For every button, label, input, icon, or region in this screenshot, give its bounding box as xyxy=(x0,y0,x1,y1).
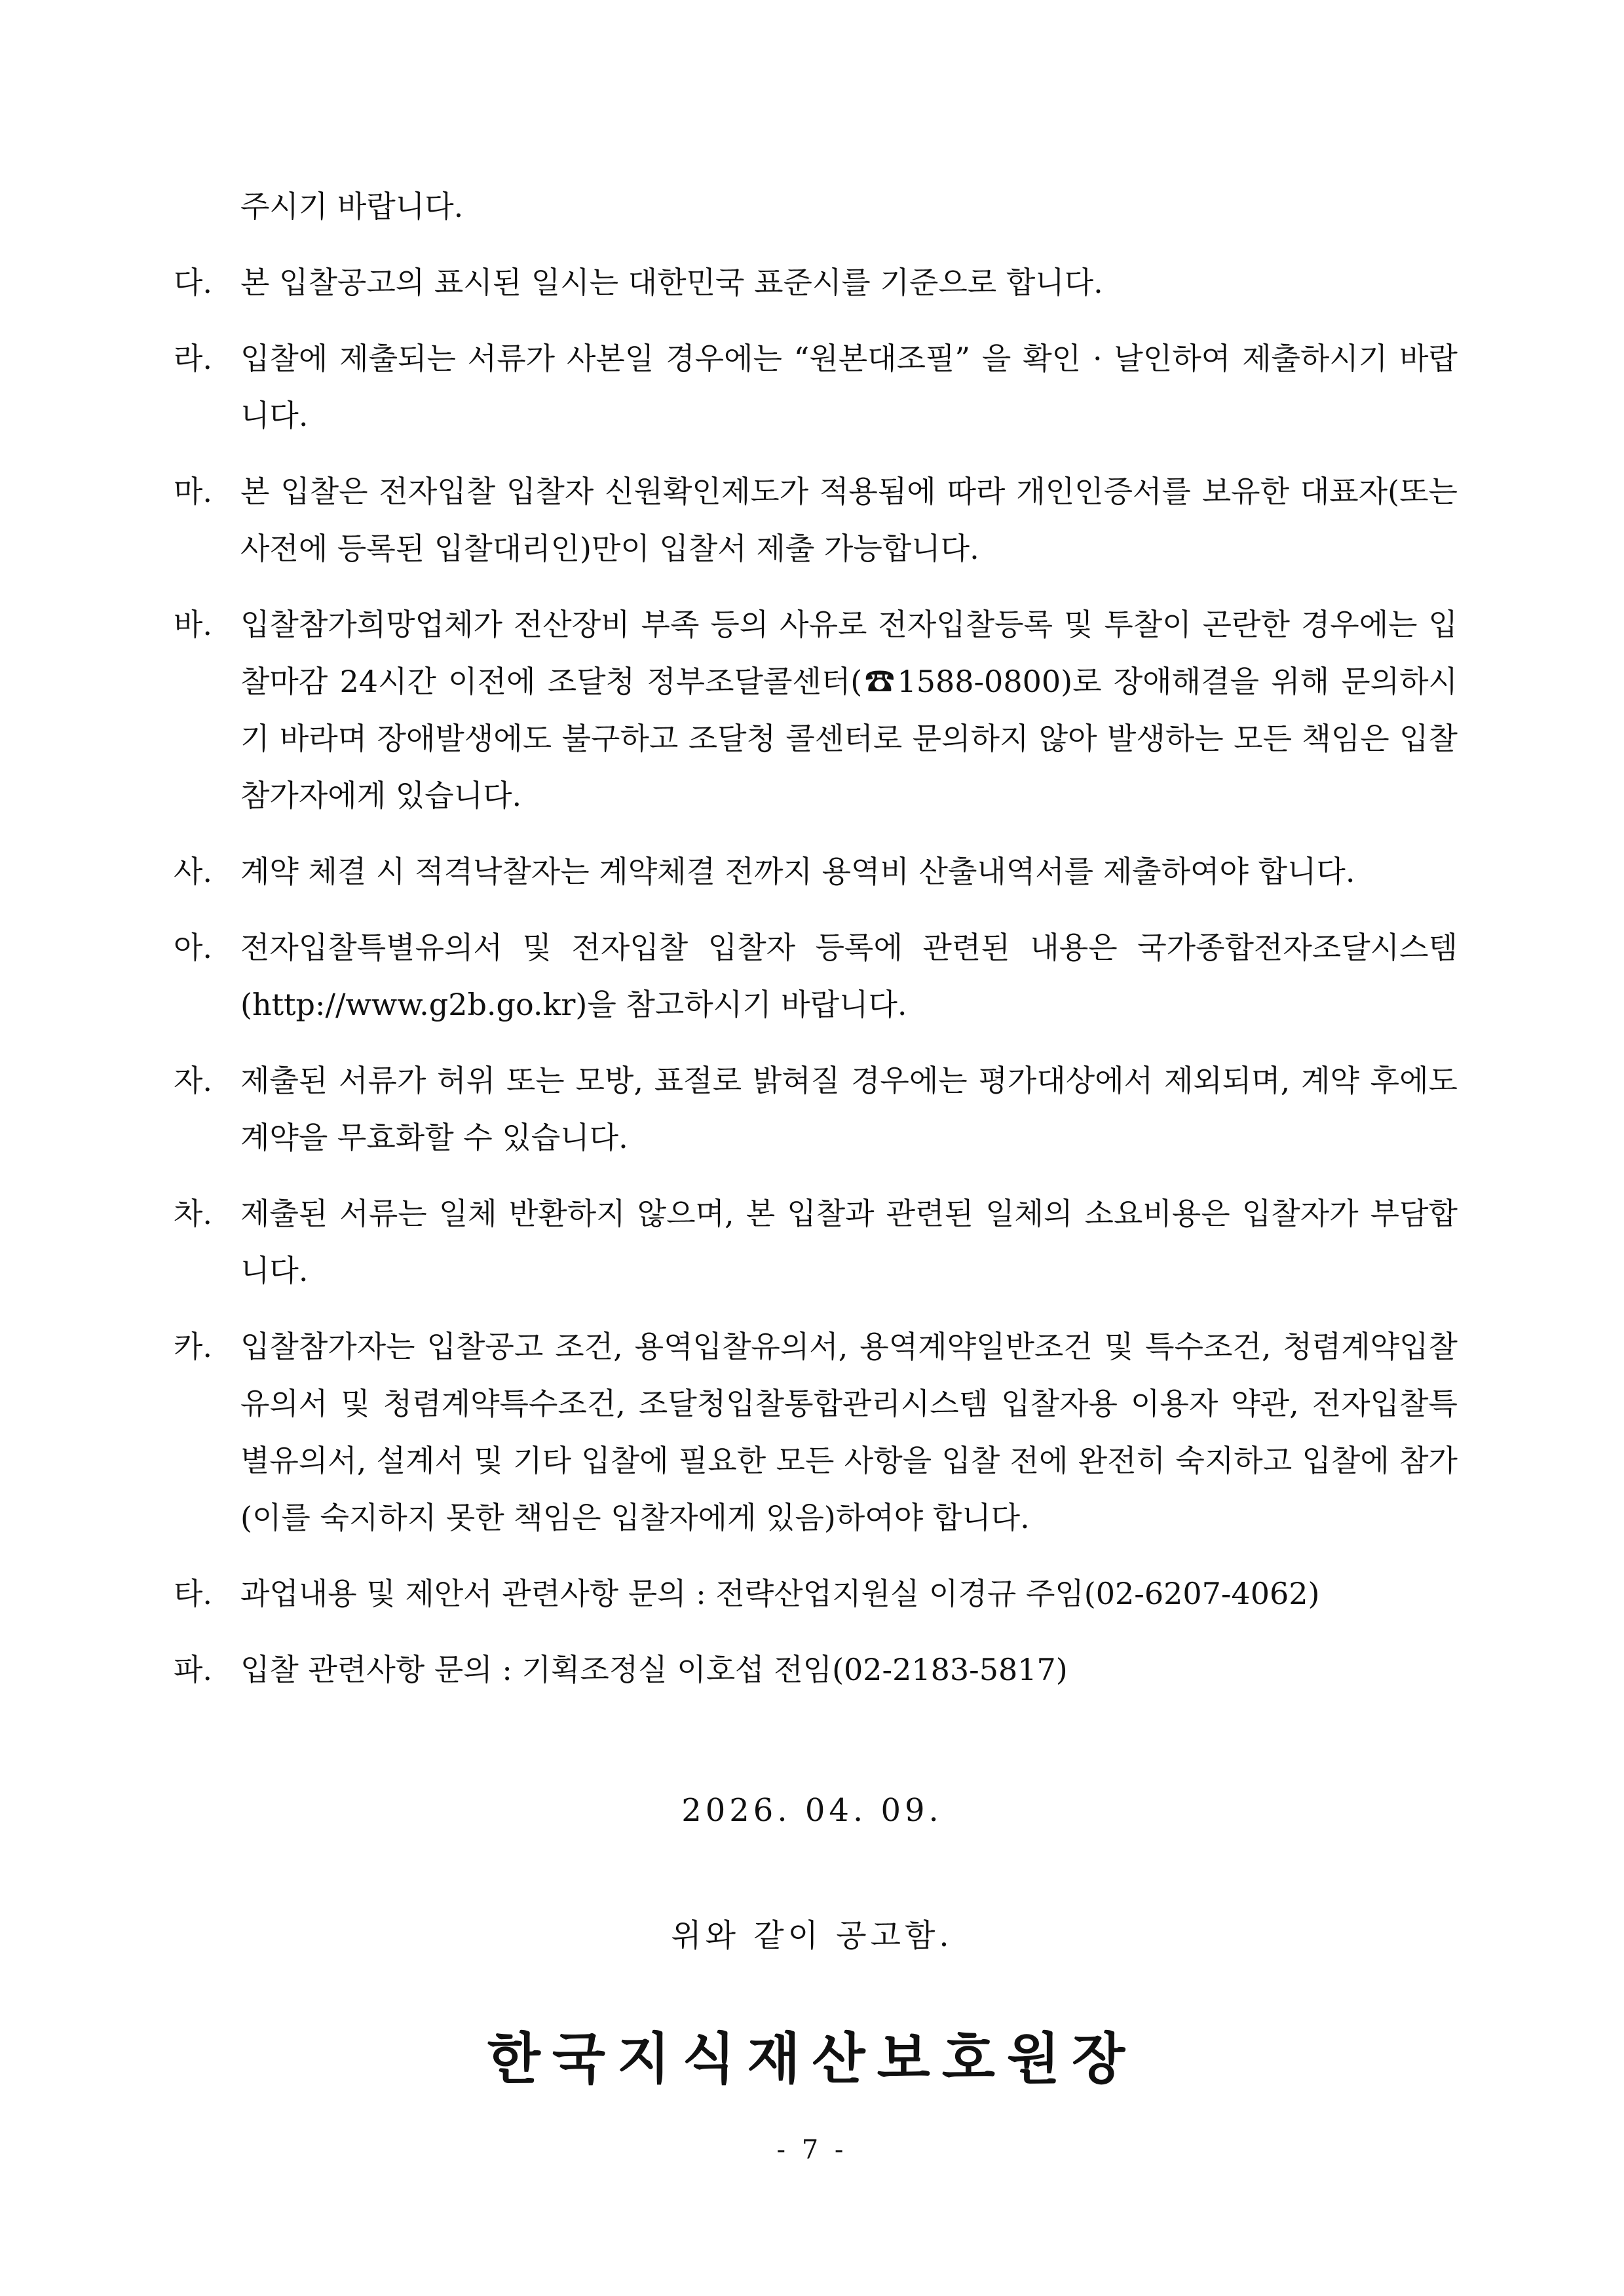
list-item-ba xyxy=(174,596,1458,824)
item-text: 계약 체결 시 적격낙찰자는 계약체결 전까지 용역비 산출내역서를 제출하여야 합니다. xyxy=(240,854,1355,889)
item-text: 제출된 서류가 허위 또는 모방, 표절로 밝혀질 경우에는 평가대상에서 제외되며, 계약 후에도 계약을 무효화할 수 있습니다. xyxy=(240,1063,1458,1155)
notice-date: 2026. 04. 09. xyxy=(681,1792,943,1829)
item-text: 전자입찰특별유의서 및 전자입찰 입찰자 등록에 관련된 내용은 국가종합전자조달시스템(http://www.g2b.go.kr)을 참고하시기 바랍니다. xyxy=(240,930,1458,1022)
item-text: 입찰 관련사항 문의 : 기획조정실 이호섭 전임(02-2183-5817) xyxy=(240,1652,1068,1687)
item-text: 입찰참가자는 입찰공고 조건, 용역입찰유의서, 용역계약일반조건 및 특수조건, 청렴계약입찰유의서 및 청렴계약특수조건, 조달청입찰통합관리시스템 입찰자용 이용자 약관, 전자입찰특별유의서, 설계서 및 기타 입찰에 필요한 모든 사항을 입찰 전에 완전히 숙지하고 입찰에 참가(이를 숙지하지 못한 책임은 입찰자에게 있음)하여야 합니다. xyxy=(240,1329,1458,1535)
item-text: 본 입찰공고의 표시된 일시는 대한민국 표준시를 기준으로 합니다. xyxy=(240,265,1103,300)
list-item-ja xyxy=(174,1052,1458,1166)
list-item-sa xyxy=(174,843,1458,900)
item-marker: 마. xyxy=(174,474,213,509)
item-text: 제출된 서류는 일체 반환하지 않으며, 본 입찰과 관련된 일체의 소요비용은 입찰자가 부담합니다. xyxy=(240,1196,1458,1288)
list-item-a xyxy=(174,919,1458,1033)
item-marker: 카. xyxy=(174,1329,213,1364)
item-marker: 타. xyxy=(174,1576,213,1611)
item-marker: 차. xyxy=(174,1196,213,1231)
item-text: 입찰참가희망업체가 전산장비 부족 등의 사유로 전자입찰등록 및 투찰이 곤란한 경우에는 입찰마감 24시간 이전에 조달청 정부조달콜센터(☎1588-0800)로 장애해결을 위해 문의하시기 바라며 장애발생에도 불구하고 조달청 콜센터로 문의하지 않아 발생하는 모든 책임은 입찰참가자에게 있습니다. xyxy=(240,607,1458,813)
list-item-cha xyxy=(174,1185,1458,1299)
list-item-pa xyxy=(174,1641,1458,1698)
item-marker: 자. xyxy=(174,1063,213,1098)
item-text: 과업내용 및 제안서 관련사항 문의 : 전략산업지원실 이경규 주임(02-6207-4062) xyxy=(240,1576,1320,1611)
item-marker: 다. xyxy=(174,265,213,300)
item-text: 입찰에 제출되는 서류가 사본일 경우에는 “원본대조필” 을 확인 · 날인하여 제출하시기 바랍니다. xyxy=(240,341,1458,433)
item-text: 본 입찰은 전자입찰 입찰자 신원확인제도가 적용됨에 따라 개인인증서를 보유한 대표자(또는 사전에 등록된 입찰대리인)만이 입찰서 제출 가능합니다. xyxy=(240,474,1458,566)
continuation-paragraph xyxy=(174,178,1458,235)
issuer-signature: 한국지식재산보호원장 xyxy=(487,2026,1137,2091)
item-marker: 라. xyxy=(174,341,213,376)
closing-statement: 위와 같이 공고함. xyxy=(671,1917,953,1954)
item-marker: 바. xyxy=(174,607,213,642)
item-marker: 파. xyxy=(174,1652,213,1687)
item-marker: 사. xyxy=(174,854,213,889)
page-number: - 7 - xyxy=(776,2135,848,2165)
list-item-ra xyxy=(174,330,1458,444)
list-item-da xyxy=(174,254,1458,311)
list-item-ka xyxy=(174,1318,1458,1546)
list-item-ta xyxy=(174,1565,1458,1622)
item-marker: 아. xyxy=(174,930,213,965)
notice-body xyxy=(174,178,1458,1717)
continuation-text: 주시기 바랍니다. xyxy=(240,189,464,224)
list-item-ma xyxy=(174,463,1458,577)
